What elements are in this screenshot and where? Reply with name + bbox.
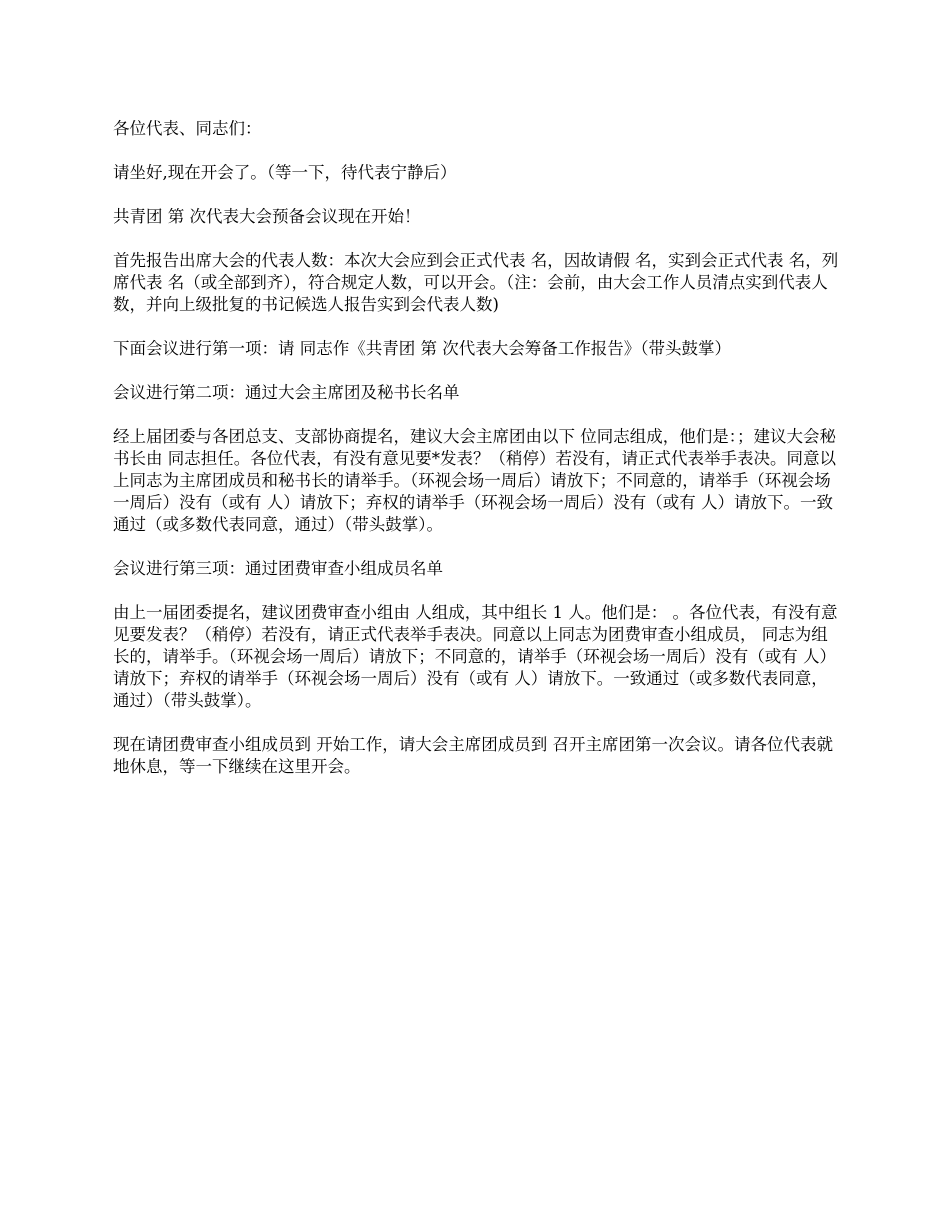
paragraph-greeting: 各位代表、同志们： (113, 119, 262, 138)
paragraph-item-three-heading: 会议进行第三项：通过团费审查小组成员名单 (113, 559, 443, 578)
paragraph-attendance-report: 首先报告出席大会的代表人数：本次大会应到会正式代表 名，因故请假 名，实到会正式代表 名，列席代表 名（或全部到齐），符合规定人数，可以开会。（注：会前，由大会工作人员清点实到代表人数，并向上级批复的书记候选人报告实到会代表人数) (113, 251, 839, 314)
paragraph-opening: 共青团 第 次代表大会预备会议现在开始！ (113, 207, 421, 226)
document-body (113, 118, 843, 800)
paragraph-item-three-body: 由上一届团委提名，建议团费审查小组由 人组成，其中组长 1 人。他们是： 。各位代表，有没有意见要发表？（稍停）若没有，请正式代表举手表决。同意以上同志为团费审查小组成员， 同志为组长的，请举手。（环视会场一周后）请放下；不同意的，请举手（环视会场一周后）没有（或有 人）请放下；弃权的请举手（环视会场一周后）没有（或有 人）请放下。一致通过（或多数代表同意，通过）（带头鼓掌）。 (113, 603, 838, 710)
paragraph-item-one: 下面会议进行第一项：请 同志作《共青团 第 次代表大会筹备工作报告》（带头鼓掌） (113, 339, 731, 358)
paragraph-item-two-body: 经上届团委与各团总支、支部协商提名，建议大会主席团由以下 位同志组成，他们是：；建议大会秘书长由 同志担任。各位代表，有没有意见要*发表？（稍停）若没有，请正式代表举手表决。同意以上同志为主席团成员和秘书长的请举手。（环视会场一周后）请放下；不同意的，请举手（环视会场一周后）没有（或有 人）请放下；弃权的请举手（环视会场一周后）没有（或有 人）请放下。一致通过（或多数代表同意，通过）（带头鼓掌）。 (113, 427, 836, 534)
paragraph-item-two-heading: 会议进行第二项：通过大会主席团及秘书长名单 (113, 383, 460, 402)
paragraph-closing: 现在请团费审查小组成员到 开始工作，请大会主席团成员到 召开主席团第一次会议。请各位代表就地休息，等一下继续在这里开会。 (113, 735, 833, 776)
paragraph-call-to-order: 请坐好,现在开会了。（等一下，待代表宁静后） (113, 163, 457, 182)
